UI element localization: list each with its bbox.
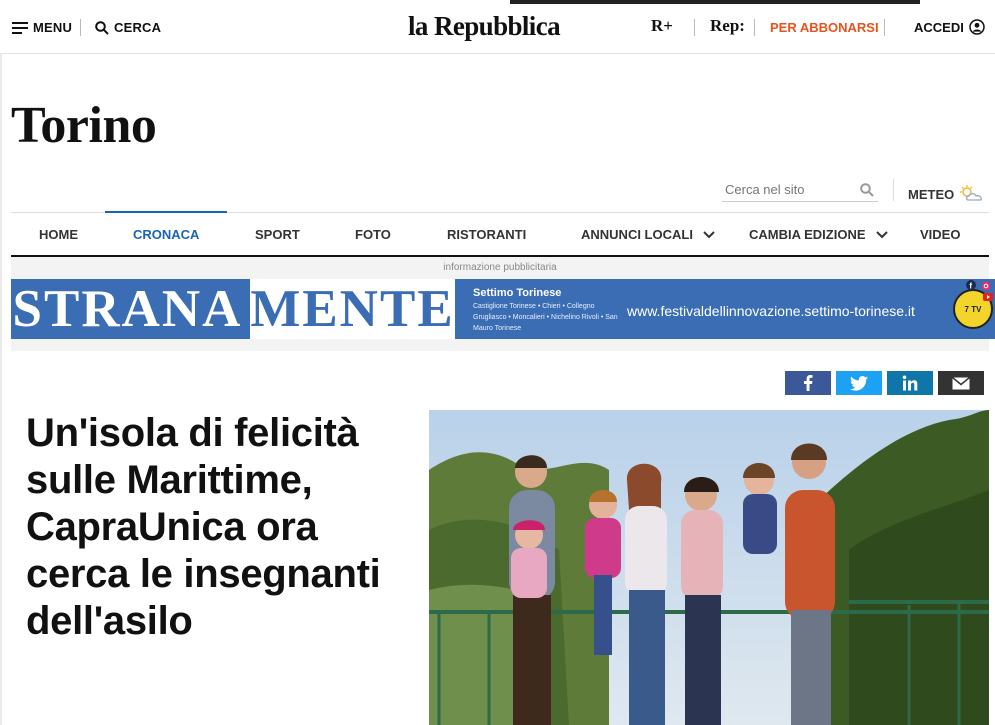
article-photo[interactable] [429,410,989,725]
section-nav [11,212,989,257]
section-title[interactable]: Torino [11,97,157,154]
search-icon [95,21,109,35]
share-linkedin-button[interactable] [887,371,933,395]
nav-sport[interactable]: SPORT [255,227,300,242]
family-photo-image [429,410,989,725]
hamburger-icon [12,22,28,34]
divider [754,19,755,36]
page-edge-line [0,53,2,725]
share-mail-button[interactable] [938,371,984,395]
menu-button[interactable] [12,20,72,35]
rplus-link[interactable]: R+ [651,16,673,35]
nav-cambia-edizione[interactable] [749,227,888,242]
ad-word-2: MENTE [250,280,455,338]
ad-towns: Castiglione Torinese • Chieri • Collegno Grugliasco • Moncalieri • Nichelino Rivoli • San Mauro Torinese [473,303,618,332]
ad-url: www.festivaldellinnovazione.settimo-torinese.it [627,303,915,319]
divider [694,19,695,36]
search-button[interactable] [95,20,161,35]
ad-word-1: STRANA [12,280,243,338]
menu-label: MENU [33,20,73,35]
site-search-input[interactable] [722,180,858,199]
youtube-icon [983,293,993,301]
share-twitter-button[interactable] [836,371,882,395]
chevron-down-icon [703,231,715,239]
meteo-label: METEO [908,186,955,202]
nav-annunci-label: ANNUNCI LOCALI [581,227,693,242]
divider [884,19,885,36]
divider [80,19,81,36]
nav-home[interactable]: HOME [39,227,78,242]
nav-foto[interactable]: FOTO [355,227,391,242]
site-logo[interactable]: la Repubblica [408,11,560,41]
login-label: ACCEDI [914,19,964,35]
article-headline[interactable]: Un'isola di felicità sulle Marittime, CapraUnica ora cerca le insegnanti dell'asilo [26,411,381,643]
meteo-link[interactable] [908,185,986,203]
ad-banner[interactable] [11,279,995,339]
rep-link[interactable]: Rep: [710,16,745,35]
search-icon[interactable] [860,183,874,197]
login-button[interactable] [914,19,985,35]
chevron-down-icon [876,231,888,239]
active-tab-indicator [105,211,227,213]
twitter-icon [850,376,868,391]
share-facebook-button[interactable] [785,371,831,395]
top-bar [0,0,995,54]
nav-cambia-label: CAMBIA EDIZIONE [749,227,866,242]
weather-icon [958,185,986,203]
mail-icon [952,377,970,390]
subscribe-link[interactable]: PER ABBONARSI [770,20,879,35]
ad-tv-badge: 7 TV [953,289,993,329]
svg-text:f: f [969,281,973,290]
nav-annunci-locali[interactable] [581,227,715,242]
search-label: CERCA [114,20,162,35]
instagram-icon [981,281,991,291]
top-decoration [510,0,920,4]
site-search [722,180,878,202]
ad-info-panel [461,279,995,339]
nav-cronaca[interactable]: CRONACA [133,227,200,242]
linkedin-icon [902,375,918,391]
facebook-icon [803,375,813,391]
nav-ristoranti[interactable]: RISTORANTI [447,227,527,242]
ad-place: Settimo Torinese [473,287,562,299]
nav-video[interactable]: VIDEO [920,227,961,242]
facebook-icon [966,280,976,290]
ad-label: informazione pubblicitaria [443,262,557,273]
divider [893,179,894,201]
user-icon [969,19,985,35]
